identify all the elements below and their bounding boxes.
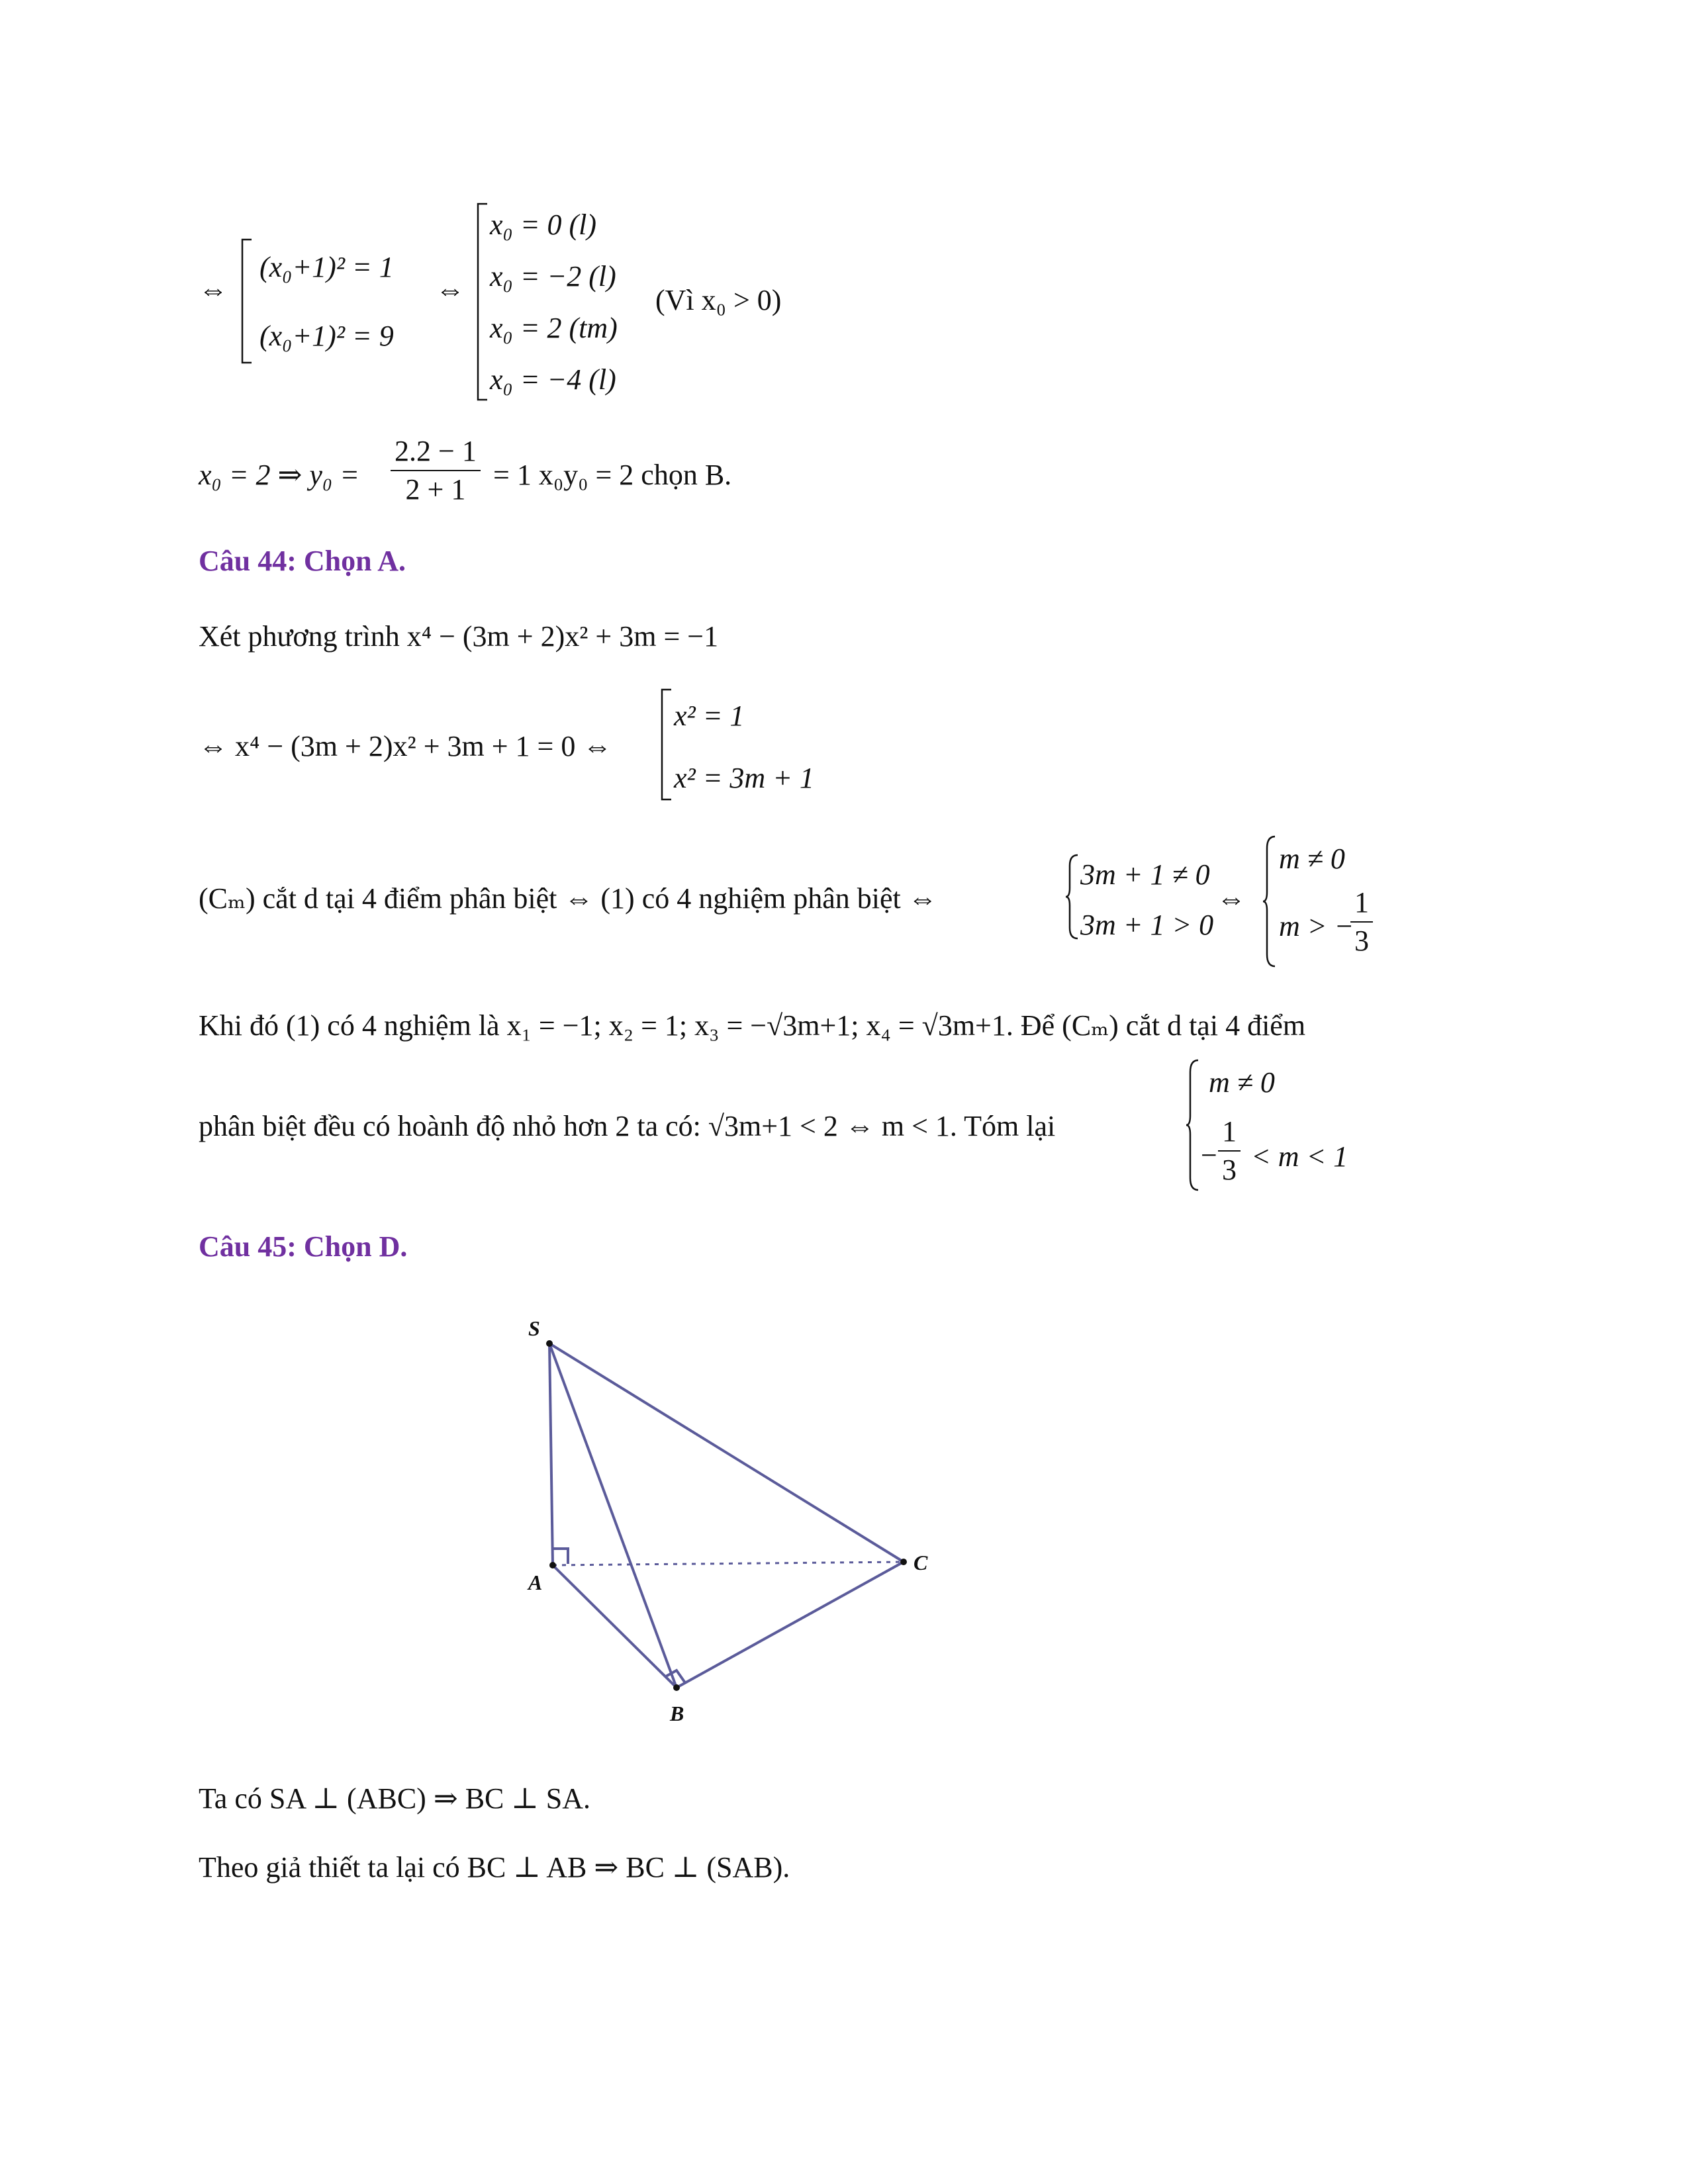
vertex-label-S: S <box>528 1316 540 1340</box>
fraction <box>1350 888 1373 956</box>
roots-line: Khi đó (1) có 4 nghiệm là x₁ = −1; x₂ = 1; x₃ = −√3m+1; x₄ = √3m+1. Để (Cₘ) cắt d tại 4 điểm <box>199 1009 1306 1042</box>
minus-sign: − <box>1201 1139 1217 1171</box>
equation-line: Xét phương trình x⁴ − (3m + 2)x² + 3m = −1 <box>199 620 719 653</box>
solution-case: x₀ = −2 (l) <box>490 260 616 293</box>
fraction-denominator: 3 <box>1354 925 1369 957</box>
tetrahedron-figure <box>523 1304 947 1727</box>
edge-SB <box>549 1343 677 1688</box>
system-brace <box>1185 1059 1199 1191</box>
solution-case: x₀ = 0 (l) <box>490 208 597 241</box>
fraction-numerator: 2.2 − 1 <box>391 437 481 471</box>
proof-line: Ta có SA ⊥ (ABC) ⇒ BC ⊥ SA. <box>199 1782 591 1815</box>
computation-prefix: x₀ = 2 ⇒ y₀ = <box>199 459 359 491</box>
vertex-label-A: A <box>528 1570 543 1594</box>
right-angle-A <box>553 1549 568 1564</box>
edge-BC <box>677 1562 904 1688</box>
question-heading: Câu 44: Chọn A. <box>199 545 406 577</box>
equivalence-arrow: ⇔ <box>1217 882 1246 915</box>
system-condition: 3m + 1 > 0 <box>1080 909 1214 941</box>
equation-line: ⇔ x⁴ − (3m + 2)x² + 3m + 1 = 0 ⇔ <box>199 730 612 762</box>
solution-case: x² = 1 <box>674 700 745 732</box>
proof-line: Theo giả thiết ta lại có BC ⊥ AB ⇒ BC ⊥ (SAB). <box>199 1851 790 1884</box>
solution-case: x₀ = 2 (tm) <box>490 312 618 344</box>
computation-suffix: = 1 x₀y₀ = 2 chọn B. <box>493 459 732 491</box>
system-condition: m > − <box>1279 910 1354 942</box>
equation: (x₀+1)² = 9 <box>259 320 394 352</box>
system-condition: m ≠ 0 <box>1209 1066 1275 1099</box>
equivalence-arrow: ⇔ <box>199 273 228 306</box>
edge-AC-hidden <box>553 1562 904 1565</box>
condition-line: (Cₘ) cắt d tại 4 điểm phân biệt ⇔ (1) có 4 nghiệm phân biệt ⇔ <box>199 882 937 915</box>
fraction <box>1218 1117 1241 1185</box>
fraction-numerator: 1 <box>1350 888 1373 923</box>
equation: (x₀+1)² = 1 <box>259 251 394 283</box>
system-condition: 3m + 1 ≠ 0 <box>1080 858 1210 891</box>
edge-SC <box>549 1343 904 1562</box>
vertex-label-C: C <box>914 1551 928 1574</box>
vertex-label-B: B <box>670 1702 684 1725</box>
system-brace <box>1262 835 1276 968</box>
solution-case: x₀ = −4 (l) <box>490 363 616 396</box>
edge-AB <box>553 1565 677 1688</box>
right-bracket <box>475 203 489 401</box>
question-heading: Câu 45: Chọn D. <box>199 1230 408 1263</box>
system-brace <box>1064 854 1079 940</box>
fraction-denominator: 2 + 1 <box>405 473 466 506</box>
fraction <box>391 437 481 504</box>
left-bracket <box>240 238 253 364</box>
solution-case: x² = 3m + 1 <box>674 762 814 794</box>
fraction-denominator: 3 <box>1222 1154 1237 1186</box>
edge-SA <box>549 1343 553 1565</box>
condition-note: (Vì x₀ > 0) <box>655 284 782 316</box>
conclusion-line: phân biệt đều có hoành độ nhỏ hơn 2 ta có: √3m+1 < 2 ⇔ m < 1. Tóm lại <box>199 1110 1056 1142</box>
system-condition: < m < 1 <box>1251 1140 1348 1173</box>
equivalence-arrow: ⇔ <box>436 273 465 306</box>
solution-bracket <box>659 688 673 801</box>
system-condition: m ≠ 0 <box>1279 842 1345 875</box>
fraction-numerator: 1 <box>1218 1117 1241 1152</box>
